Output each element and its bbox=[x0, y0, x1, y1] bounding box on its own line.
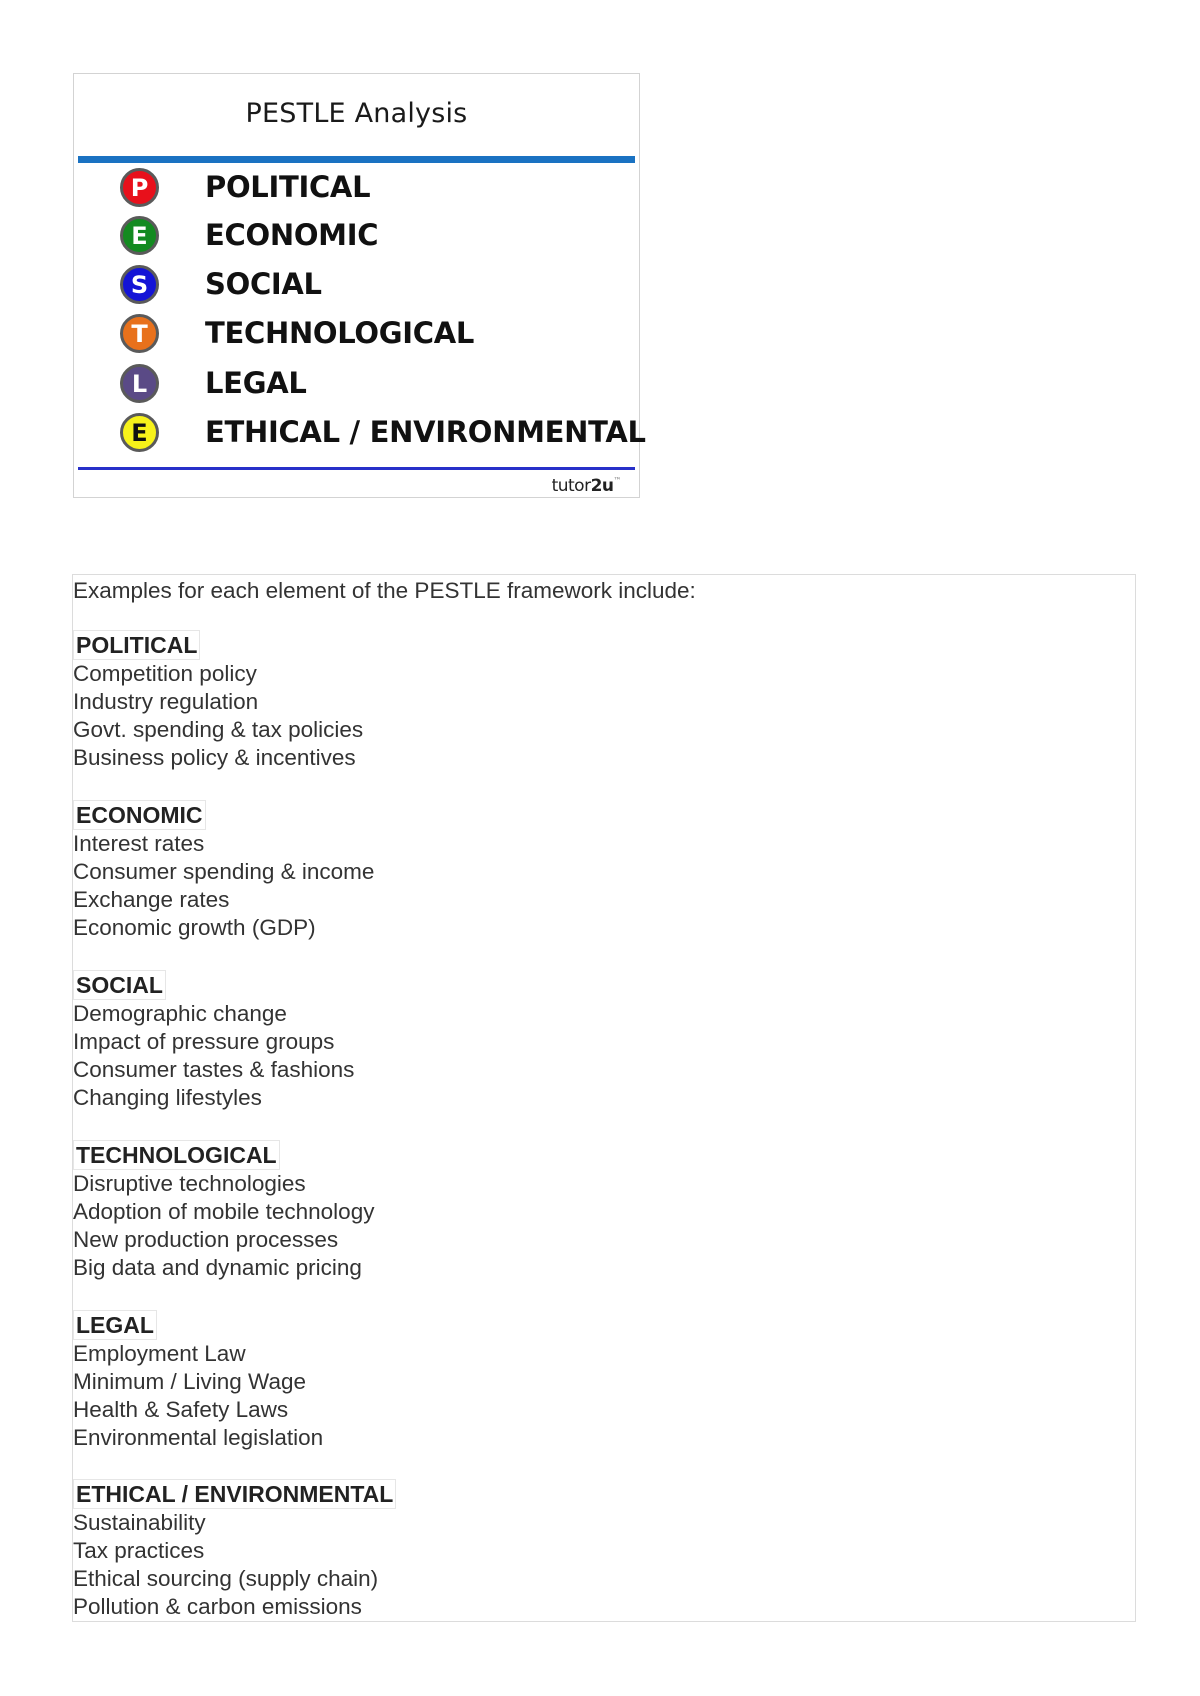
list-item: Exchange rates bbox=[73, 887, 230, 912]
list-item: Impact of pressure groups bbox=[73, 1029, 335, 1054]
list-item: Big data and dynamic pricing bbox=[73, 1255, 362, 1280]
section-heading: POLITICAL bbox=[73, 630, 200, 660]
pestle-graphic-inner bbox=[78, 78, 646, 496]
pestle-label-ethical-environmental: ETHICAL / ENVIRONMENTAL bbox=[205, 415, 646, 449]
list-item: Interest rates bbox=[73, 831, 205, 856]
brand-logo-bold: 2u bbox=[590, 476, 614, 496]
brand-logo bbox=[552, 476, 621, 496]
list-item: Employment Law bbox=[73, 1341, 246, 1366]
section-items bbox=[73, 830, 1135, 942]
letter-s-badge-icon: S bbox=[120, 265, 159, 304]
pestle-row-economic bbox=[78, 214, 635, 264]
examples-intro: Examples for each element of the PESTLE framework include: bbox=[73, 578, 696, 603]
pestle-row-technological bbox=[78, 312, 635, 362]
list-item: Govt. spending & tax policies bbox=[73, 717, 364, 742]
pestle-label-legal: LEGAL bbox=[205, 366, 307, 400]
section-heading: ECONOMIC bbox=[73, 800, 206, 830]
letter-t-badge-icon: T bbox=[120, 314, 159, 353]
list-item: Business policy & incentives bbox=[73, 745, 356, 770]
pestle-row-political bbox=[78, 166, 635, 216]
pestle-label-social: SOCIAL bbox=[205, 267, 322, 301]
list-item: New production processes bbox=[73, 1227, 339, 1252]
list-item: Consumer tastes & fashions bbox=[73, 1057, 355, 1082]
list-item: Economic growth (GDP) bbox=[73, 915, 316, 940]
section-items bbox=[73, 660, 1135, 772]
section-social bbox=[73, 970, 1135, 1112]
list-item: Pollution & carbon emissions bbox=[73, 1594, 362, 1619]
pestle-row-ethical-environmental bbox=[78, 411, 646, 461]
list-item: Adoption of mobile technology bbox=[73, 1199, 375, 1224]
brand-logo-plain: tutor bbox=[551, 476, 591, 496]
list-item: Disruptive technologies bbox=[73, 1171, 306, 1196]
pestle-row-social bbox=[78, 263, 635, 313]
section-heading: LEGAL bbox=[73, 1310, 157, 1340]
bottom-divider bbox=[78, 467, 635, 470]
section-heading: TECHNOLOGICAL bbox=[73, 1140, 280, 1170]
section-items bbox=[73, 1000, 1135, 1112]
list-item: Health & Safety Laws bbox=[73, 1397, 289, 1422]
title-divider bbox=[78, 156, 635, 163]
pestle-label-economic: ECONOMIC bbox=[205, 218, 379, 252]
letter-e-badge-icon: E bbox=[120, 413, 159, 452]
list-item: Competition policy bbox=[73, 661, 257, 686]
list-item: Industry regulation bbox=[73, 689, 259, 714]
pestle-graphic bbox=[73, 73, 646, 498]
letter-e-badge-icon: E bbox=[120, 216, 159, 255]
section-items bbox=[73, 1509, 1135, 1621]
list-item: Environmental legislation bbox=[73, 1425, 324, 1450]
section-heading: SOCIAL bbox=[73, 970, 166, 1000]
section-economic bbox=[73, 800, 1135, 942]
list-item: Consumer spending & income bbox=[73, 859, 375, 884]
section-heading: ETHICAL / ENVIRONMENTAL bbox=[73, 1479, 396, 1509]
letter-l-badge-icon: L bbox=[120, 364, 159, 403]
pestle-label-political: POLITICAL bbox=[205, 170, 371, 204]
letter-p-badge-icon: P bbox=[120, 168, 159, 207]
section-items bbox=[73, 1170, 1135, 1282]
list-item: Changing lifestyles bbox=[73, 1085, 262, 1110]
list-item: Tax practices bbox=[73, 1538, 205, 1563]
list-item: Demographic change bbox=[73, 1001, 287, 1026]
pestle-row-legal bbox=[78, 362, 635, 412]
brand-trademark: ™ bbox=[613, 476, 621, 485]
graphic-title: PESTLE Analysis bbox=[245, 98, 468, 129]
list-item: Ethical sourcing (supply chain) bbox=[73, 1566, 379, 1591]
list-item: Sustainability bbox=[73, 1510, 206, 1535]
section-political bbox=[73, 630, 1135, 772]
section-technological bbox=[73, 1140, 1135, 1282]
examples-box bbox=[72, 574, 1136, 1622]
section-ethical-environmental bbox=[73, 1479, 1135, 1621]
list-item: Minimum / Living Wage bbox=[73, 1369, 306, 1394]
section-legal bbox=[73, 1310, 1135, 1452]
section-items bbox=[73, 1340, 1135, 1452]
pestle-label-technological: TECHNOLOGICAL bbox=[205, 316, 475, 350]
